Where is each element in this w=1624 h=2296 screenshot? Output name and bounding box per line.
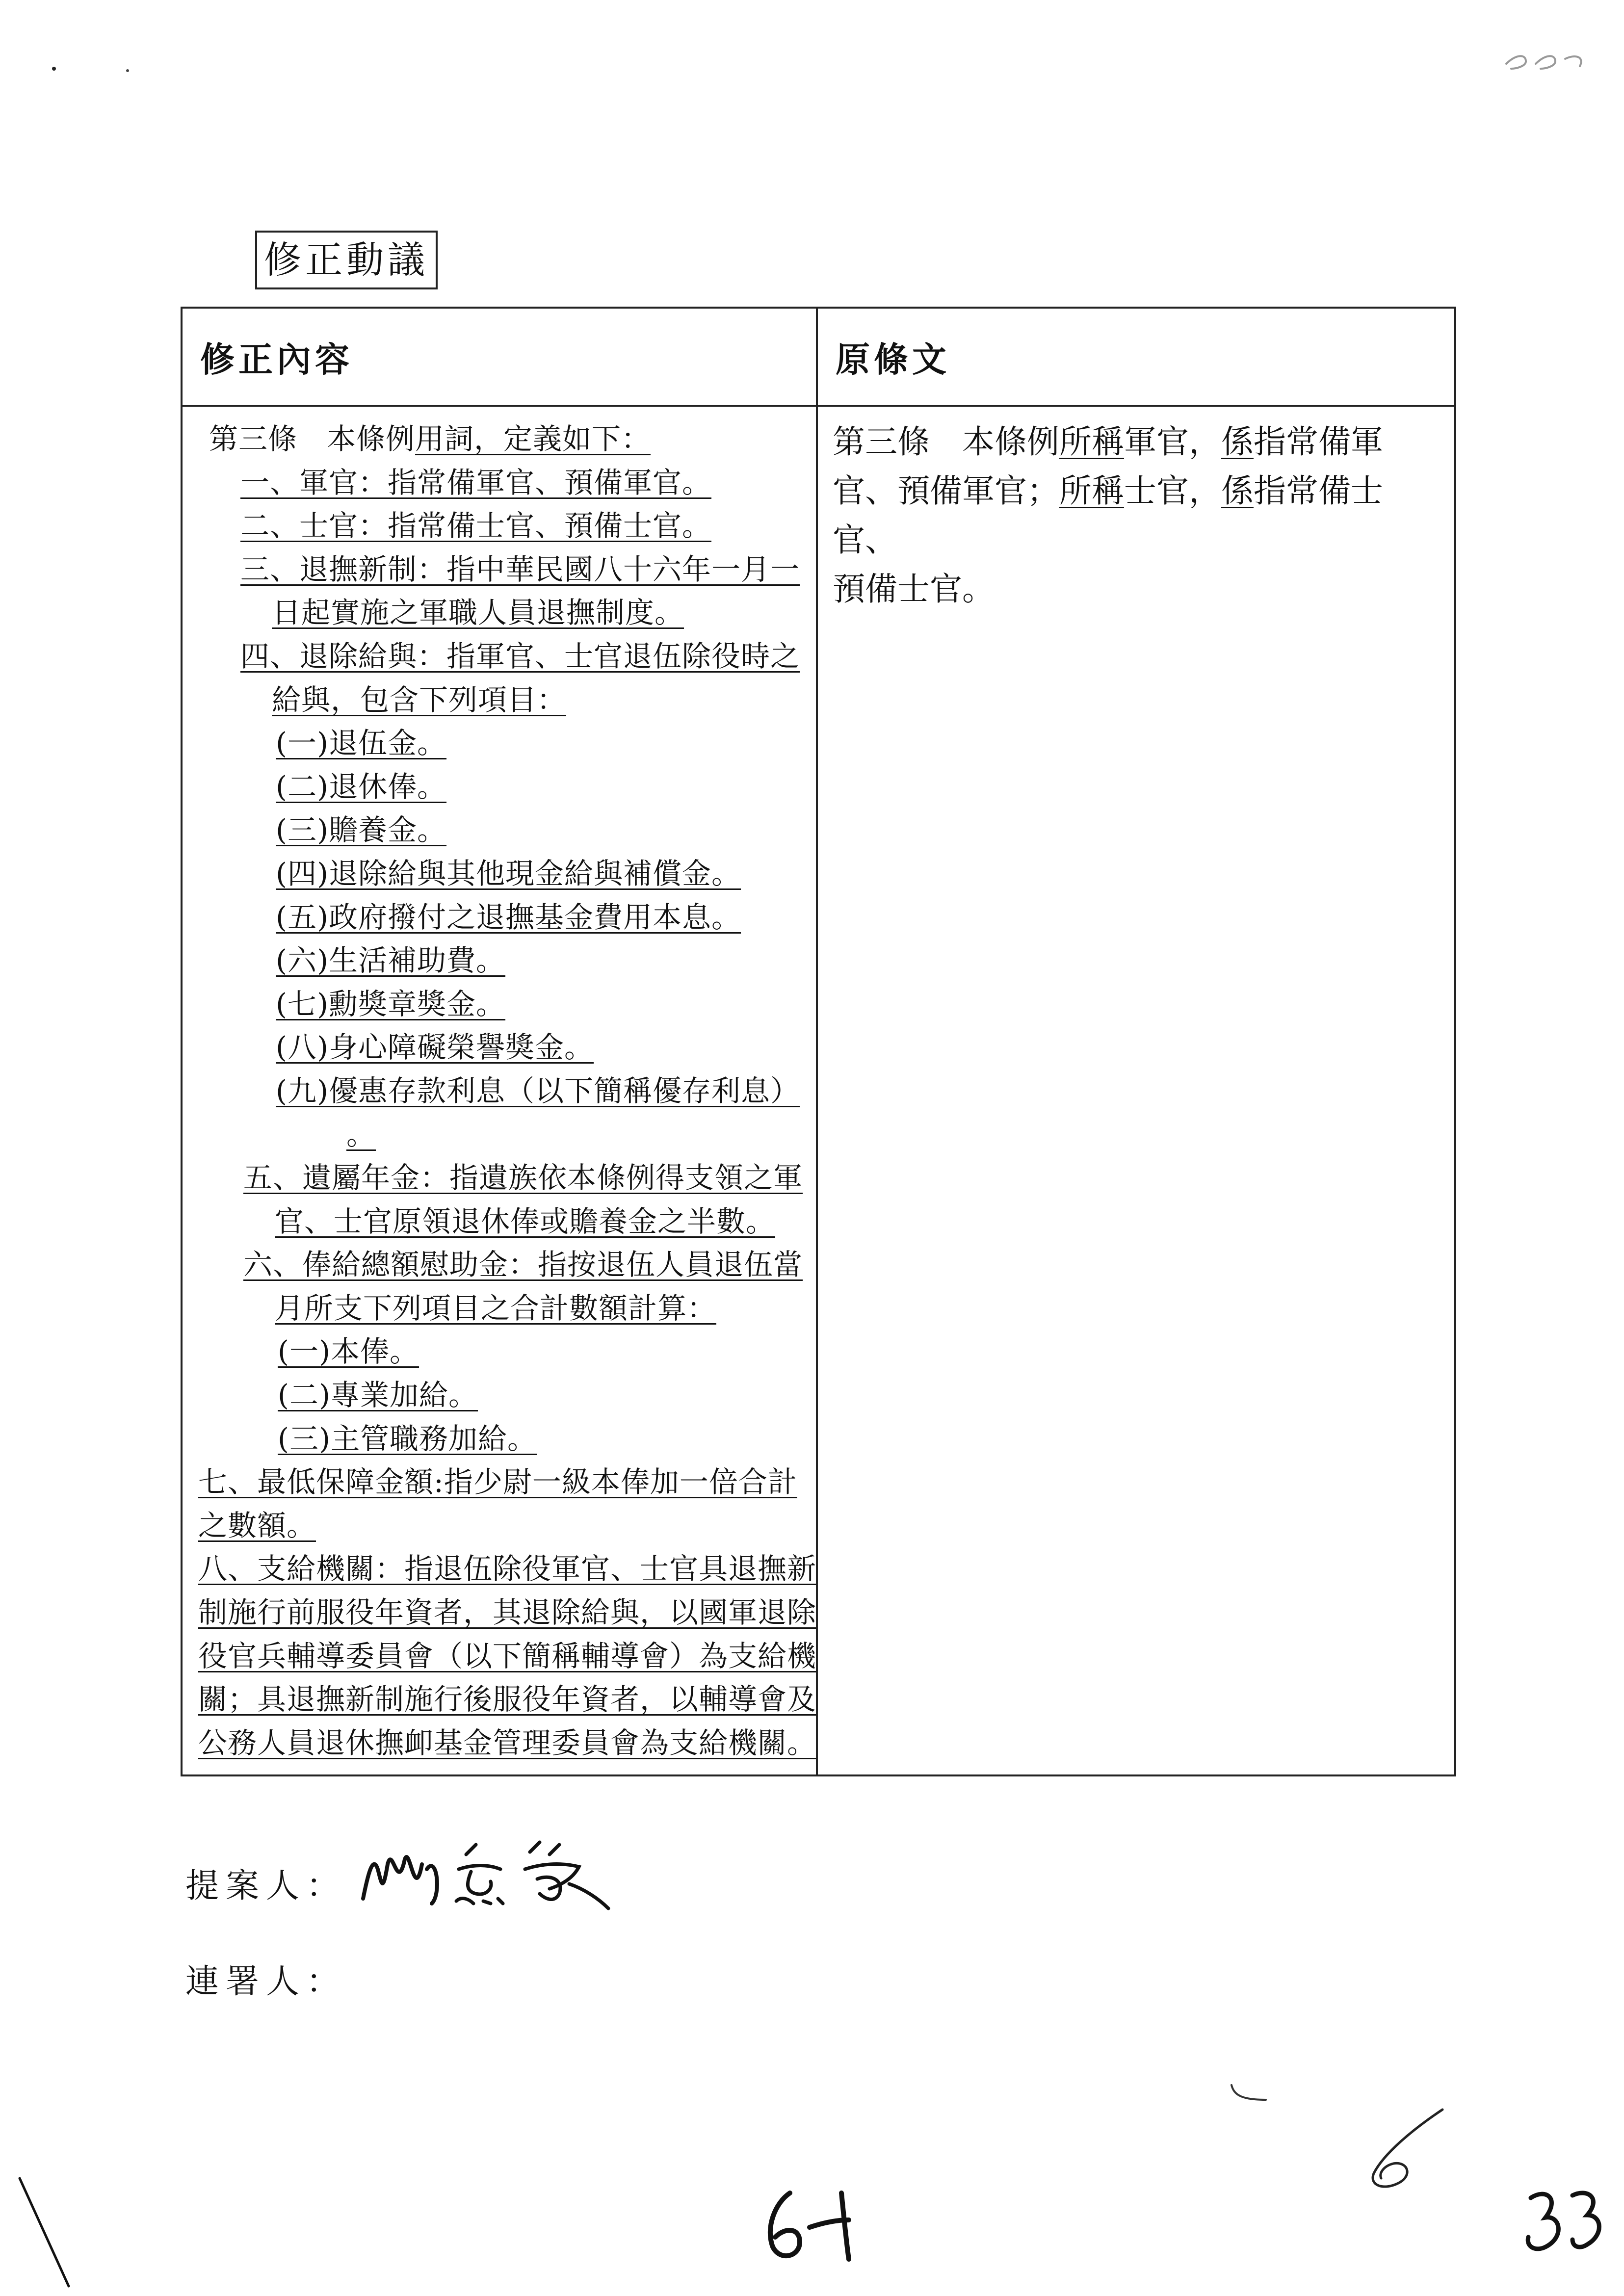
amended-line-underlined: (八)身心障礙榮譽獎金。 [276,1030,594,1065]
amended-line [194,591,804,635]
amended-line [194,1504,804,1548]
amended-line-underlined: (三)主管職務加給。 [278,1421,537,1456]
small-stroke-mark [1227,2080,1276,2110]
amended-line-underlined: 給與，包含下列項目： [272,682,567,717]
amended-line-underlined: 七、最低保障金額:指少尉一級本俸加一倍合計 [198,1465,797,1499]
amended-line-underlined: 關；具退撫新制施行後服役年資者，以輔導會及 [198,1682,817,1717]
amended-line-plain: 第三條 本條例 [209,422,416,456]
top-right-mark-text: 22 [1501,44,1502,45]
amended-line [194,1417,804,1461]
amended-line [194,678,804,722]
amended-line [194,417,804,461]
original-segment: 指常備士官、 [833,472,1383,559]
amended-line-underlined: 之數額。 [198,1508,316,1542]
amended-line [194,1461,804,1504]
amended-line-underlined: 八、支給機關：指退伍除役軍官、士官具退撫新 [198,1552,817,1586]
cosigner-label: 連署人： [185,1962,347,2001]
margin-slash-mark [10,2168,79,2291]
amended-line-underlined: 一、軍官：指常備軍官、預備軍官。 [240,465,712,499]
original-text-cell [817,406,1455,1775]
amended-line-underlined: 三、退撫新制：指中華民國八十六年一月一 [240,552,800,586]
amended-line-underlined: (九)優惠存款利息（以下簡稱優存利息） [276,1073,800,1108]
amended-line [194,1591,817,1635]
amended-line-underlined: 公務人員退休撫卹基金管理委員會為支給機關。 [198,1725,817,1760]
amended-line-underlined: 役官兵輔導委員會（以下簡稱輔導會）為支給機 [198,1639,817,1673]
amended-line [194,1156,804,1200]
amended-line [194,635,804,678]
original-segment: 官、預備軍官； [833,472,1059,510]
amended-line-underlined: 五、遺屬年金：指遺族依本條例得支領之軍 [243,1161,803,1195]
amended-line [194,548,804,592]
amended-line [194,461,804,505]
amended-line [194,1243,804,1287]
amended-line-underlined: (一)退伍金。 [276,726,447,760]
original-line [833,467,1440,565]
amended-line-underlined: 日起實施之軍職人員退撫制度。 [272,596,684,630]
amended-line [194,852,804,896]
amended-line-underlined: (二)退休俸。 [276,769,447,804]
amended-line [194,983,804,1026]
amended-line [194,1678,817,1722]
amended-line [194,1722,817,1765]
original-segment: 士官， [1124,472,1221,510]
amended-line-underlined: (三)贍養金。 [276,813,447,847]
amended-line-underlined: (七)勳獎章獎金。 [276,987,506,1021]
original-segment: 軍官， [1124,423,1221,461]
amendment-table [181,307,1456,1776]
original-segment-underlined: 所稱 [1059,472,1124,510]
top-left-specks [49,59,147,78]
page-number-text: 6-1 [746,2173,747,2174]
amended-content-cell [182,406,817,1775]
original-segment-underlined: 所稱 [1059,423,1124,461]
proposer-label: 提案人： [185,1867,347,1905]
amended-line-underlined: 六、俸給總額慰助金：指按退伍人員退伍當 [243,1248,803,1282]
amended-line [194,1547,817,1591]
amended-line-underlined: 二、士官：指常備士官、預備士官。 [240,509,712,543]
amended-line-underlined: 用詞，定義如下： [415,422,651,456]
amended-line-underlined: (五)政府撥付之退撫基金費用本息。 [276,900,741,934]
original-segment: 預備士官。 [833,570,995,608]
amended-line [194,1374,804,1417]
header-amended-content: 修正內容 [182,308,817,406]
top-right-faint-mark [1501,44,1590,74]
corner-number-handwritten [1516,2178,1614,2267]
amended-line-underlined: (二)專業加給。 [278,1378,478,1412]
original-segment: 第三條 本條例 [833,423,1059,461]
amended-line-underlined: (一)本俸。 [278,1334,419,1369]
amended-line-underlined: 四、退除給與：指軍官、士官退伍除役時之 [240,639,800,673]
amended-line-underlined: 制施行前服役年資者，其退除給與，以國軍退除 [198,1595,817,1630]
amended-line [194,1113,804,1157]
amended-line [194,896,804,939]
amended-line-underlined: 。 [346,1117,376,1151]
amended-line [194,939,804,983]
amended-line-underlined: (六)生活補助費。 [276,943,506,978]
amended-line-underlined: 月所支下列項目之合計數額計算： [275,1291,717,1325]
original-line [833,417,1440,467]
header-original-text: 原條文 [817,308,1455,406]
document-title: 修正動議 [255,231,438,289]
table-header-row [182,308,1455,406]
page-number-handwritten [746,2173,873,2271]
amended-line [194,1200,804,1244]
amended-line [194,1287,804,1331]
amended-line [194,1070,804,1113]
amended-line [194,765,804,809]
amended-line-underlined: 官、士官原領退休俸或贍養金之半數。 [275,1204,776,1238]
original-segment-underlined: 係 [1221,472,1254,510]
original-segment-underlined: 係 [1221,423,1254,461]
amended-line [194,1330,804,1374]
amended-line [194,504,804,548]
corner-number-text: 83 [1516,2178,1517,2179]
amended-line [194,722,804,765]
amended-line [194,1026,804,1070]
original-line [833,565,1440,614]
table-body-row [182,406,1455,1775]
amended-line [194,1635,817,1678]
amended-line-underlined: (四)退除給與其他現金給與補償金。 [276,856,741,890]
original-segment: 指常備軍 [1254,423,1383,461]
amended-line [194,809,804,852]
handwritten-six-mark [1354,2100,1462,2198]
proposer-signature [353,1835,628,1913]
